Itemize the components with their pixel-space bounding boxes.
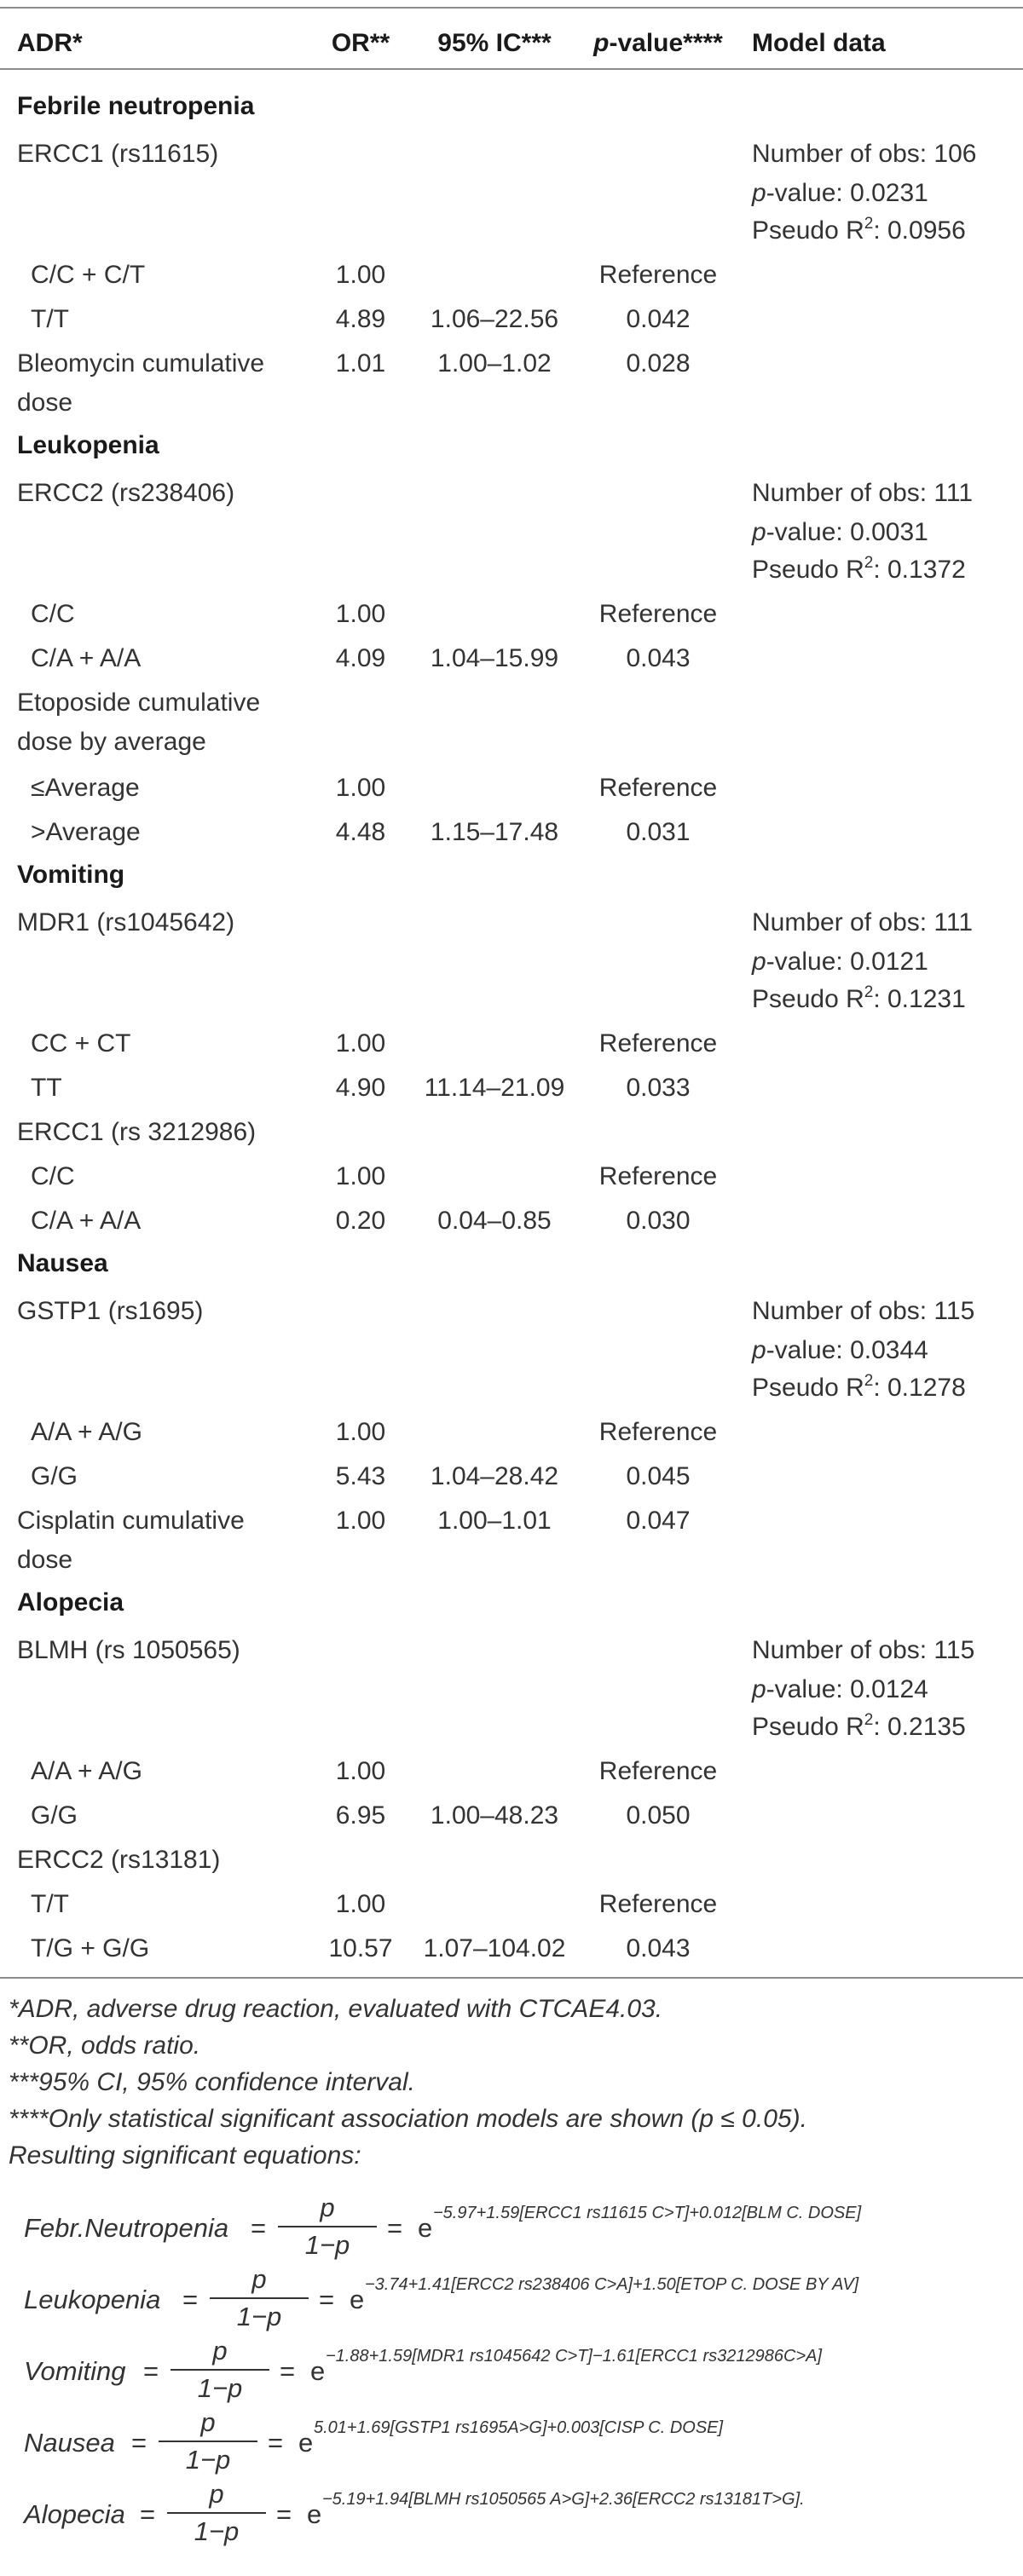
genotype-label: G/G bbox=[31, 1462, 78, 1490]
exponent: −3.74+1.41[ERCC2 rs238406 C>A]+1.50[ETOP C. DOSE BY AV] bbox=[365, 2275, 859, 2294]
model-p-value: -value: 0.0124 bbox=[766, 1675, 928, 1703]
fraction-numerator: p bbox=[200, 2407, 216, 2437]
gene-name: ERCC1 (rs 3212986) bbox=[17, 1118, 257, 1146]
genotype-label: A/A + A/G bbox=[31, 1418, 142, 1446]
model-p-label: p bbox=[752, 1675, 766, 1703]
header-pvalue-italic: p bbox=[593, 29, 610, 57]
model-r2-value: : 0.2135 bbox=[873, 1713, 966, 1741]
or-value: 4.89 bbox=[335, 305, 386, 333]
model-obs: Number of obs: 111 bbox=[752, 479, 974, 507]
equation-lhs: Nausea bbox=[24, 2428, 115, 2458]
model-r2-prefix: Pseudo R bbox=[752, 1713, 864, 1741]
exp-base: e bbox=[298, 2428, 314, 2458]
or-value: 1.00 bbox=[335, 1029, 386, 1057]
fraction-denominator: 1−p bbox=[304, 2230, 350, 2260]
footnote: Resulting significant equations: bbox=[9, 2141, 361, 2170]
equation-lhs: Alopecia bbox=[24, 2499, 125, 2529]
model-r2-prefix: Pseudo R bbox=[752, 1374, 864, 1402]
equals-sign: = bbox=[387, 2213, 403, 2243]
ci-value: 1.04–28.42 bbox=[430, 1462, 559, 1490]
variable-label-cont: dose bbox=[17, 389, 73, 417]
exponent: 5.01+1.69[GSTP1 rs1695A>G]+0.003[CISP C. DOSE] bbox=[314, 2418, 724, 2437]
variable-label: Etoposide cumulative bbox=[17, 689, 261, 717]
equals-sign: = bbox=[280, 2356, 296, 2386]
fraction bbox=[210, 2262, 309, 2335]
equation-lhs: Leukopenia bbox=[24, 2285, 161, 2314]
model-pvalue bbox=[752, 942, 928, 982]
genotype-label: >Average bbox=[31, 818, 141, 846]
genotype-label: CC + CT bbox=[31, 1029, 131, 1057]
model-obs: Number of obs: 111 bbox=[752, 908, 974, 936]
model-p-label: p bbox=[752, 518, 766, 546]
model-p-label: p bbox=[752, 1336, 766, 1364]
equals-sign: = bbox=[131, 2428, 147, 2458]
model-p-value: -value: 0.0344 bbox=[766, 1336, 928, 1364]
variable-label-cont: dose bbox=[17, 1546, 73, 1574]
ci-value: 1.07–104.02 bbox=[423, 1934, 566, 1962]
header-or: OR** bbox=[331, 29, 390, 57]
ci-value: 1.06–22.56 bbox=[430, 305, 559, 333]
model-p-value: -value: 0.0031 bbox=[766, 518, 928, 546]
header-pvalue-rest: -value**** bbox=[609, 29, 723, 57]
section-title: Vomiting bbox=[17, 861, 125, 889]
fraction-numerator: p bbox=[251, 2264, 267, 2294]
p-value: Reference bbox=[598, 600, 718, 628]
fraction bbox=[170, 2333, 269, 2406]
or-value: 4.48 bbox=[335, 818, 386, 846]
header-ci: 95% IC*** bbox=[437, 29, 552, 57]
section-title: Febrile neutropenia bbox=[17, 92, 255, 120]
fraction-denominator: 1−p bbox=[236, 2302, 282, 2331]
genotype-label: C/A + A/A bbox=[31, 644, 142, 672]
table-bottom-rule bbox=[0, 1977, 1023, 1979]
header-model: Model data bbox=[752, 29, 886, 57]
equals-sign: = bbox=[276, 2499, 292, 2529]
model-r2-sup: 2 bbox=[864, 1711, 874, 1729]
variable-label-cont: dose by average bbox=[17, 728, 206, 756]
table-top-rule bbox=[0, 7, 1023, 9]
p-value: 0.047 bbox=[626, 1507, 691, 1535]
model-r2-sup: 2 bbox=[864, 215, 874, 233]
or-value: 0.20 bbox=[335, 1207, 386, 1235]
p-value: 0.030 bbox=[626, 1207, 691, 1235]
model-obs: Number of obs: 106 bbox=[752, 140, 977, 168]
model-r2-sup: 2 bbox=[864, 1372, 874, 1390]
p-value: 0.043 bbox=[626, 1934, 691, 1962]
model-pseudo-r2 bbox=[752, 211, 966, 251]
genotype-label: C/C bbox=[31, 1162, 75, 1190]
model-r2-value: : 0.1231 bbox=[873, 985, 966, 1013]
variable-label: Bleomycin cumulative bbox=[17, 349, 265, 377]
genotype-label: C/C bbox=[31, 600, 75, 628]
p-value: 0.033 bbox=[626, 1074, 691, 1102]
model-r2-value: : 0.0956 bbox=[873, 216, 966, 245]
or-value: 4.09 bbox=[335, 644, 386, 672]
ci-value: 1.00–1.01 bbox=[437, 1507, 552, 1535]
exponent: −5.19+1.94[BLMH rs1050565 A>G]+2.36[ERCC2 rs13181T>G]. bbox=[322, 2490, 805, 2509]
fraction-numerator: p bbox=[209, 2479, 224, 2509]
ci-value: 1.00–48.23 bbox=[430, 1801, 559, 1830]
model-r2-prefix: Pseudo R bbox=[752, 985, 864, 1013]
or-value: 1.00 bbox=[335, 600, 386, 628]
section-title: Leukopenia bbox=[17, 431, 159, 459]
gene-name: GSTP1 (rs1695) bbox=[17, 1297, 204, 1325]
header-adr: ADR* bbox=[17, 29, 83, 57]
ci-value: 0.04–0.85 bbox=[437, 1207, 552, 1235]
model-p-label: p bbox=[752, 179, 766, 207]
model-pvalue bbox=[752, 1670, 928, 1709]
genotype-label: T/G + G/G bbox=[31, 1934, 150, 1962]
or-value: 1.00 bbox=[335, 1418, 386, 1446]
model-pseudo-r2 bbox=[752, 550, 966, 590]
model-pvalue bbox=[752, 1331, 928, 1370]
gene-name: BLMH (rs 1050565) bbox=[17, 1636, 240, 1664]
model-r2-prefix: Pseudo R bbox=[752, 216, 864, 245]
fraction-numerator: p bbox=[320, 2193, 335, 2222]
or-value: 1.00 bbox=[335, 261, 386, 289]
gene-name: ERCC2 (rs13181) bbox=[17, 1846, 221, 1874]
exp-base: e bbox=[418, 2213, 433, 2243]
model-pvalue bbox=[752, 174, 928, 213]
or-value: 1.00 bbox=[335, 1757, 386, 1785]
equation-lhs: Vomiting bbox=[24, 2356, 126, 2386]
model-p-label: p bbox=[752, 948, 766, 976]
fraction bbox=[159, 2405, 257, 2478]
p-value: 0.028 bbox=[626, 349, 691, 377]
or-value: 5.43 bbox=[335, 1462, 386, 1490]
equals-sign: = bbox=[140, 2499, 156, 2529]
genotype-label: T/T bbox=[31, 1890, 69, 1918]
genotype-label: C/A + A/A bbox=[31, 1207, 142, 1235]
or-value: 1.00 bbox=[335, 1162, 386, 1190]
p-value: Reference bbox=[598, 1757, 718, 1785]
equals-sign: = bbox=[251, 2213, 267, 2243]
footnote: *ADR, adverse drug reaction, evaluated with CTCAE4.03. bbox=[9, 1995, 663, 2023]
model-p-value: -value: 0.0231 bbox=[766, 179, 928, 207]
genotype-label: ≤Average bbox=[31, 774, 140, 802]
header-rule bbox=[0, 68, 1023, 70]
footnote: **OR, odds ratio. bbox=[9, 2031, 201, 2060]
model-obs: Number of obs: 115 bbox=[752, 1636, 975, 1664]
ci-value: 11.14–21.09 bbox=[424, 1074, 565, 1102]
genotype-label: T/T bbox=[31, 305, 69, 333]
footnote: ****Only statistical significant association models are shown (p ≤ 0.05). bbox=[9, 2105, 807, 2133]
equation-lhs: Febr.Neutropenia bbox=[24, 2213, 229, 2243]
p-value: 0.042 bbox=[626, 305, 691, 333]
genotype-label: TT bbox=[31, 1074, 62, 1102]
p-value: 0.043 bbox=[626, 644, 691, 672]
or-value: 4.90 bbox=[335, 1074, 386, 1102]
model-r2-sup: 2 bbox=[864, 554, 874, 572]
section-title: Nausea bbox=[17, 1249, 108, 1277]
gene-name: MDR1 (rs1045642) bbox=[17, 908, 235, 936]
equals-sign: = bbox=[319, 2285, 335, 2314]
or-value: 6.95 bbox=[335, 1801, 386, 1830]
ci-value: 1.04–15.99 bbox=[430, 644, 559, 672]
model-r2-value: : 0.1278 bbox=[873, 1374, 966, 1402]
genotype-label: G/G bbox=[31, 1801, 78, 1830]
gene-name: ERCC2 (rs238406) bbox=[17, 479, 235, 507]
equals-sign: = bbox=[268, 2428, 284, 2458]
exp-base: e bbox=[310, 2356, 326, 2386]
model-pseudo-r2 bbox=[752, 1708, 966, 1747]
p-value: Reference bbox=[598, 1029, 718, 1057]
p-value: 0.045 bbox=[626, 1462, 691, 1490]
genotype-label: A/A + A/G bbox=[31, 1757, 142, 1785]
fraction-denominator: 1−p bbox=[194, 2516, 240, 2546]
exp-base: e bbox=[307, 2499, 322, 2529]
model-pvalue bbox=[752, 513, 928, 552]
model-r2-sup: 2 bbox=[864, 983, 874, 1001]
fraction-numerator: p bbox=[212, 2336, 228, 2366]
or-value: 1.00 bbox=[335, 774, 386, 802]
exp-base: e bbox=[350, 2285, 365, 2314]
or-value: 1.01 bbox=[335, 349, 386, 377]
variable-label: Cisplatin cumulative bbox=[17, 1507, 245, 1535]
or-value: 1.00 bbox=[335, 1890, 386, 1918]
or-value: 10.57 bbox=[328, 1934, 393, 1962]
model-r2-prefix: Pseudo R bbox=[752, 556, 864, 584]
p-value: Reference bbox=[598, 1890, 718, 1918]
equals-sign: = bbox=[143, 2356, 159, 2386]
or-value: 1.00 bbox=[335, 1507, 386, 1535]
p-value: 0.050 bbox=[626, 1801, 691, 1830]
fraction-denominator: 1−p bbox=[185, 2445, 231, 2475]
p-value: 0.031 bbox=[626, 818, 691, 846]
model-pseudo-r2 bbox=[752, 980, 966, 1019]
p-value: Reference bbox=[598, 261, 718, 289]
section-title: Alopecia bbox=[17, 1588, 124, 1616]
fraction bbox=[278, 2190, 377, 2263]
model-r2-value: : 0.1372 bbox=[873, 556, 966, 584]
ci-value: 1.00–1.02 bbox=[437, 349, 552, 377]
fraction-denominator: 1−p bbox=[197, 2373, 243, 2403]
fraction bbox=[167, 2476, 266, 2550]
footnote: ***95% CI, 95% confidence interval. bbox=[9, 2068, 415, 2096]
header-pvalue bbox=[573, 24, 743, 63]
p-value: Reference bbox=[598, 1162, 718, 1190]
model-obs: Number of obs: 115 bbox=[752, 1297, 975, 1325]
genotype-label: C/C + C/T bbox=[31, 261, 146, 289]
model-p-value: -value: 0.0121 bbox=[766, 948, 928, 976]
p-value: Reference bbox=[598, 1418, 718, 1446]
p-value: Reference bbox=[598, 774, 718, 802]
gene-name: ERCC1 (rs11615) bbox=[17, 140, 219, 168]
model-pseudo-r2 bbox=[752, 1369, 966, 1408]
exponent: −5.97+1.59[ERCC1 rs11615 C>T]+0.012[BLM C. DOSE] bbox=[433, 2204, 862, 2222]
ci-value: 1.15–17.48 bbox=[430, 818, 559, 846]
exponent: −1.88+1.59[MDR1 rs1045642 C>T]−1.61[ERCC1 rs3212986C>A] bbox=[326, 2347, 823, 2366]
equals-sign: = bbox=[182, 2285, 199, 2314]
